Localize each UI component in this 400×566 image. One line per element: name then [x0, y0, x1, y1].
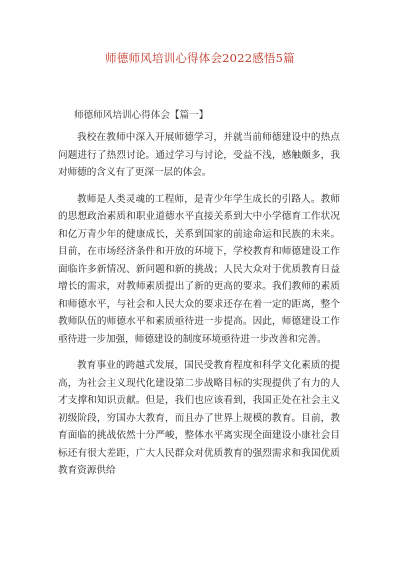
- paragraph-3: 教育事业的跨越式发展，国民受教育程度和科学文化素质的提高，为社会主义现代化建设第二步战略目标的实现提供了有力的人才支撑和知识贡献。但是，我们也应该看到，我国正处在社会主义初级阶段，穷国办大教育，而且办了世界上规模的教育。目前，教育面临的挑战依然十分严峻，整体水平离实现全面建设小康社会目标还有很大差距，广大人民群众对优质教育的强烈需求和我国优质教育资源供给: [58, 360, 340, 476]
- section-title: 师德师风培训心得体会【篇一】: [74, 110, 209, 121]
- paragraph-1: 我校在教师中深入开展师德学习，并就当前师德建设中的热点问题进行了热烈讨论。通过学习与讨论，受益不浅，感触颇多，我对师德的含义有了更深一层的体会。: [58, 132, 340, 178]
- document-body: [58, 129, 340, 489]
- paragraph-2: 教师是人类灵魂的工程师，是青少年学生成长的引路人。教师的思想政治素质和职业道德水平直接关系到大中小学德育工作状况和亿万青少年的健康成长，关系到国家的前途命运和民族的未来。目前，在市场经济条件和开放的环境下，学校教育和师德建设工作面临许多新情况、新问题和新的挑战；人民大众对于优质教育日益增长的需求，对教师素质提出了新的更高的要求。我们教师的素质和师德水平，与社会和人民大众的要求还存在着一定的距离，整个教师队伍的师德水平和素质亟待进一步提高。因此，师德建设工作亟待进一步加强，师德建设的制度环境亟待进一步改善和完善。: [58, 193, 340, 345]
- document-title: 师德师风培训心得体会2022感悟5篇: [105, 51, 295, 65]
